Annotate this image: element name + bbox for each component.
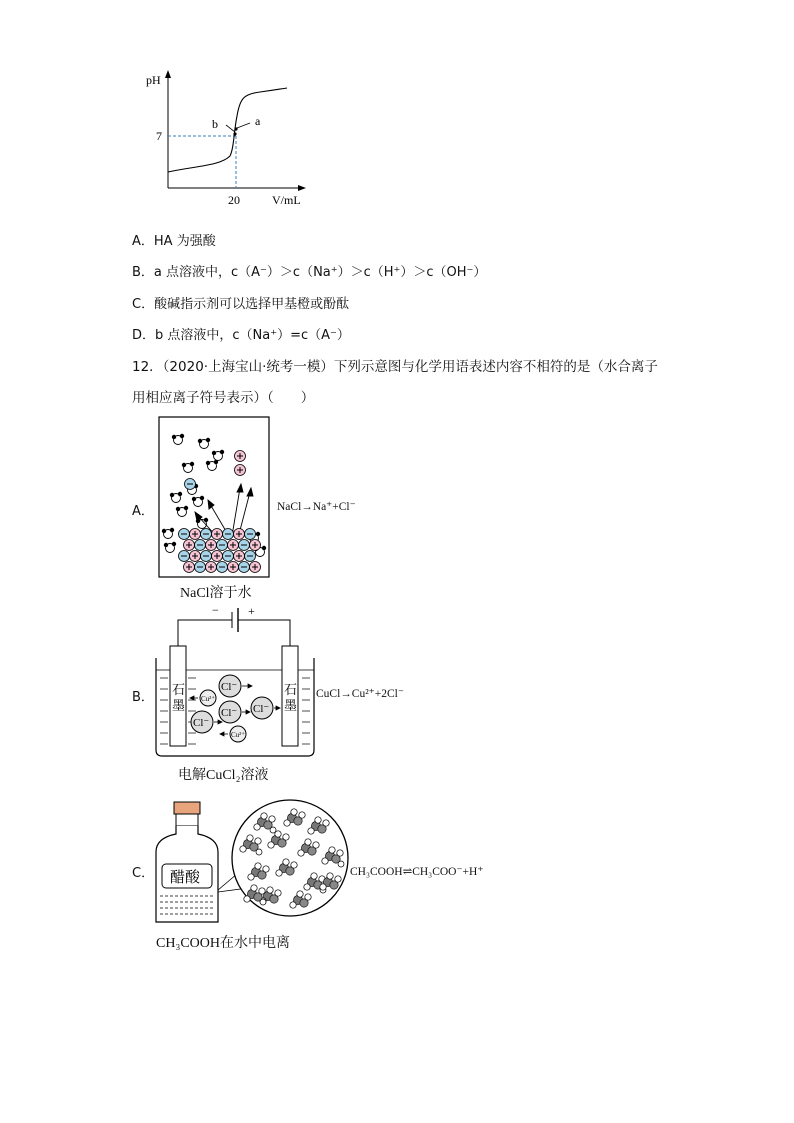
q12-stem-line2: 用相应离子符号表示）（ ） <box>132 390 315 406</box>
option-a-caption: NaCl溶于水 <box>180 586 252 601</box>
q12-option-b-label: B． <box>132 690 154 705</box>
svg-text:墨: 墨 <box>284 698 298 713</box>
nacl-dissolution-diagram <box>158 416 270 580</box>
point-a-label: a <box>255 114 261 128</box>
y-tick-7: 7 <box>156 129 162 143</box>
svg-text:Cl⁻: Cl⁻ <box>193 717 210 729</box>
x-tick-20: 20 <box>228 193 240 207</box>
electrolysis-diagram <box>150 602 320 762</box>
ion-cl-3 <box>251 697 273 719</box>
ion-cl-4 <box>191 711 213 733</box>
point-b-label: b <box>212 117 218 131</box>
q11-option-a: A．HA 为强酸 <box>132 234 216 249</box>
bottle-stopper <box>174 802 200 814</box>
bottle-label: 醋酸 <box>170 870 201 886</box>
ion-cl-2 <box>219 701 241 723</box>
q12-option-a-label: A． <box>132 504 154 519</box>
ion-cl-1 <box>219 675 241 697</box>
battery-plus: + <box>248 604 255 618</box>
svg-text:墨: 墨 <box>172 698 186 713</box>
titration-curve-graph <box>140 68 320 213</box>
x-axis-arrow <box>298 185 306 191</box>
y-axis-label: pH <box>146 73 161 87</box>
battery-minus: − <box>212 603 219 617</box>
option-b-caption: 电解CuCl₂溶液 <box>178 768 269 783</box>
y-axis-arrow <box>165 70 171 78</box>
q12-option-c-label: C． <box>132 866 155 881</box>
q11-option-d: D．b 点溶液中，c（Na⁺）=c（A⁻） <box>132 328 350 343</box>
q11-option-c: C．酸碱指示剂可以选择甲基橙或酚酞 <box>132 297 350 312</box>
titration-curve <box>168 88 287 172</box>
right-electrode-label: 石 <box>284 682 298 697</box>
option-b-equation: CuCl→Cu²⁺+2Cl⁻ <box>316 688 404 700</box>
option-a-equation: NaCl→Na⁺+Cl⁻ <box>277 501 356 513</box>
q12-stem-line1: 12．（2020·上海宝山·统考一模）下列示意图与化学用语表述内容不相符的是（水合离子 <box>132 359 658 375</box>
svg-text:Cl⁻: Cl⁻ <box>221 707 238 719</box>
ion-cu-2 <box>230 726 246 742</box>
svg-text:Cu²⁺: Cu²⁺ <box>201 695 215 703</box>
left-electrode-label: 石 <box>172 682 186 697</box>
acetic-acid-diagram <box>152 796 352 928</box>
point-b-marker <box>233 132 236 135</box>
option-c-equation: CH₃COOH⇌CH₃COO⁻+H⁺ <box>350 866 484 878</box>
q11-option-b: B．a 点溶液中，c（A⁻）＞c（Na⁺）＞c（H⁺）＞c（OH⁻） <box>132 265 487 280</box>
svg-text:Cl⁻: Cl⁻ <box>221 681 238 693</box>
ion-cu-1 <box>200 690 216 706</box>
x-axis-label: V/mL <box>272 193 301 207</box>
svg-text:Cl⁻: Cl⁻ <box>253 703 270 715</box>
svg-text:Cu²⁺: Cu²⁺ <box>231 731 245 739</box>
option-c-caption: CH₃COOH在水中电离 <box>156 936 290 951</box>
